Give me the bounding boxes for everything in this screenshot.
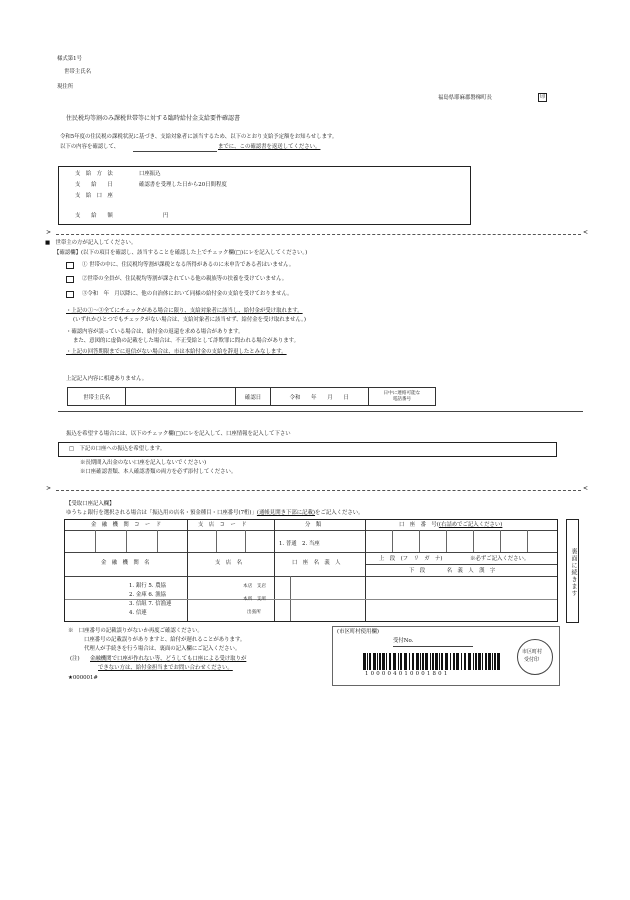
account-subheading: ゆうちょ銀行を選択される場合は「振込用の店名・預金種目・口座番号(7桁)」(通帳見開き下部に記載)をご記入ください。 xyxy=(66,510,364,516)
barcode-bar xyxy=(482,653,483,670)
intro-line-2a: 以下の内容を確認して、 xyxy=(60,144,120,150)
payment-info-box xyxy=(58,166,471,225)
householder-name-cell: 世帯主氏名 xyxy=(68,388,126,406)
section1-heading: ■ 世帯主の方が記入してください。 xyxy=(45,240,137,246)
householder-row xyxy=(67,387,436,406)
bank-kind-4: 4. 信連 xyxy=(129,610,147,616)
holder-header: 口 座 名 義 人 xyxy=(292,560,341,566)
phone-label: 日中に連絡可能な 電話番号 xyxy=(368,388,435,406)
confirm-item-2: ②世帯の全員が、住民税均等割が課されている他の親族等の扶養を受けていません。 xyxy=(82,276,288,282)
office-use-label: (市区町村使用欄) xyxy=(337,629,379,635)
cut-mark-right: < xyxy=(583,229,589,236)
barcode-bar xyxy=(456,653,459,670)
kanji-label: 下 段 名 義 人 漢 字 xyxy=(409,568,496,574)
barcode-bar xyxy=(416,653,419,670)
barcode-bar xyxy=(363,653,366,670)
address-label: 現住所 xyxy=(57,84,74,90)
serial-number: ★000001# xyxy=(68,675,98,681)
householder-name-input[interactable] xyxy=(126,388,236,406)
payment-amount-unit: 円 xyxy=(163,213,169,219)
payment-method-label: 支 給 方 法 xyxy=(75,171,113,177)
confirm-item-1: ① 世帯の中に、住民税均等割が課税となる所得があるのに未申告である者はいません。 xyxy=(82,262,295,268)
barcode-bar xyxy=(464,653,466,670)
householder-name-label: 世帯主氏名 xyxy=(64,69,91,75)
transfer-note-1: ※長期間入出金のない口座を記入しないでください) xyxy=(80,460,207,466)
account-heading: 【受取口座記入欄】 xyxy=(66,501,115,507)
account-type-header: 分 類 xyxy=(305,522,322,528)
bank-kind-1: 1. 銀行 5. 農協 xyxy=(129,583,166,589)
payment-date-value: 確認書を受理した日から20日間程度 xyxy=(139,182,227,188)
barcode-image xyxy=(363,653,503,670)
barcode-bar xyxy=(435,653,438,670)
barcode-bar xyxy=(404,653,407,670)
cut-line-2 xyxy=(56,490,581,491)
confirm-date-input[interactable]: 令和 年 月 日 xyxy=(270,388,368,406)
account-number-header: 口 座 番 号((右詰めでご記入ください) xyxy=(399,522,503,528)
barcode-bar xyxy=(412,653,414,670)
barcode-bar xyxy=(488,653,491,670)
footer-note-4c: できない方は、給付金担当までお問い合わせください。 xyxy=(98,665,233,671)
footer-note-4: 金融機関で口座が作れない等、どうしても口座による受け取りが xyxy=(90,656,247,662)
barcode-bar xyxy=(430,653,431,670)
barcode-bar xyxy=(478,653,481,670)
transfer-heading: 振込を希望する場合には、以下のチェック欄(□)にレを記入して、口座情報を記入して下さい xyxy=(66,431,291,437)
barcode-bar xyxy=(441,653,443,670)
confirm-item-3: ③令和 年 月以降に、他の自治体において同様の給付金の支給を受けておりません。 xyxy=(82,291,293,297)
barcode-bar xyxy=(473,653,474,670)
barcode-number: 100004010001801 xyxy=(365,671,450,677)
barcode-bar xyxy=(494,653,496,670)
note-3: ・上記の回答期限までに返信がない場合は、市は本給付金の支給を辞退したとみなします。 xyxy=(66,349,287,355)
checkbox-item-2[interactable] xyxy=(66,276,74,283)
barcode-bar xyxy=(439,653,440,670)
note-2b: また、意図的に虚偽の記載をした場合は、不正受給として詐欺罪に問われる場合があります。 xyxy=(73,338,299,344)
kana-label: 上 段 (フ リ ガ ナ) xyxy=(379,556,443,562)
branch-code-header: 支 店 コ ー ド xyxy=(198,522,247,528)
mayor-name: 福島県耶麻郡磐梯町長 xyxy=(438,95,492,101)
barcode-bar xyxy=(398,653,399,670)
barcode-bar xyxy=(393,653,396,670)
branch-kind-3: 出張所 xyxy=(247,610,261,615)
footer-note-4-marker: (注) xyxy=(70,656,80,662)
deadline-blank[interactable] xyxy=(133,151,217,152)
branch-name-header: 支 店 名 xyxy=(215,560,242,566)
account-type-options[interactable]: 1. 普通 2. 当座 xyxy=(279,541,320,547)
note-1: ・上記の①～③全てにチェックがある場合に限り、支給対象者に該当し、給付金が受け取れます。 xyxy=(66,308,303,314)
cut-mark-left: > xyxy=(46,229,52,236)
barcode-bar xyxy=(400,653,402,670)
confirm-date-label: 確認日 xyxy=(236,388,271,406)
form-number: 様式第1号 xyxy=(57,56,82,62)
barcode-bar xyxy=(422,653,424,670)
barcode-bar xyxy=(492,653,493,670)
barcode-bar xyxy=(461,653,462,670)
barcode-bar xyxy=(475,653,477,670)
barcode-bar xyxy=(386,653,387,670)
confirm-instructions: 【確認欄】(以下の項目を確認し、該当することを確認した上でチェック欄(□)にレを記入してください。) xyxy=(54,250,308,256)
reception-stamp: 市区町村 受付印 xyxy=(517,639,553,675)
checkbox-item-1[interactable] xyxy=(66,262,74,269)
barcode-bar xyxy=(373,653,376,670)
footer-note-2: 口座番号の記載誤りがありますと、給付が遅れることがあります。 xyxy=(84,637,246,643)
branch-kind-1: 本店 支店 xyxy=(243,584,266,589)
payment-account-label: 支 給 口 座 xyxy=(75,193,113,199)
section-divider xyxy=(58,411,583,412)
transfer-check-box[interactable] xyxy=(58,442,557,457)
barcode-bar xyxy=(445,653,448,670)
intro-line-1: 令和5年度の住民税の課税状況に基づき、支給対象者に該当するため、以下のとおり支給予定額をお知らせします。 xyxy=(60,134,338,140)
bank-code-header: 金 融 機 関 コ ー ド xyxy=(91,522,162,528)
document-title: 住民税均等割のみ課税世帯等に対する臨時給付金支給要件確認書 xyxy=(66,115,241,122)
account-table xyxy=(64,519,558,622)
footer-note-3: 代理人が手続きを行う場合は、裏面の記入欄にご記入ください。 xyxy=(84,646,241,652)
continue-side-label: 裏面に続きます xyxy=(570,548,577,597)
barcode-bar xyxy=(389,653,391,670)
barcode-bar xyxy=(420,653,421,670)
note-2: ・確認内容が誤っている場合は、給付金の返還を求める場合があります。 xyxy=(66,329,244,335)
payment-date-label: 支 給 日 xyxy=(75,182,113,188)
barcode-bar xyxy=(468,653,471,670)
barcode-bar xyxy=(453,653,455,670)
barcode-bar xyxy=(409,653,410,670)
barcode-bar xyxy=(382,653,385,670)
kana-note: ※必ずご記入ください。 xyxy=(470,556,530,562)
continue-side-box xyxy=(566,519,579,623)
branch-kind-2: 本所 支所 xyxy=(243,597,266,602)
transfer-note-2: ※口座確認書類、本人確認書類の両方を必ず添付してください。 xyxy=(80,469,237,475)
barcode-bar xyxy=(432,653,434,670)
barcode-bar xyxy=(450,653,451,670)
cut-mark-left-2: > xyxy=(46,485,52,492)
receipt-no-label: 受付No. xyxy=(393,638,414,644)
bank-name-header: 金 融 機 関 名 xyxy=(101,560,150,566)
barcode-bar xyxy=(377,653,378,670)
office-use-box xyxy=(332,626,560,686)
barcode-bar xyxy=(485,653,487,670)
footer-note-1: ※ 口座番号の記載誤りがないか再度ご確認ください。 xyxy=(68,628,203,634)
seal-mark: 印 xyxy=(540,94,546,100)
barcode-bar xyxy=(497,653,500,670)
cut-mark-right-2: < xyxy=(583,485,589,492)
bank-kind-3: 3. 信組 7. 信漁連 xyxy=(129,601,172,607)
payment-amount-label: 支 給 額 xyxy=(75,213,113,219)
barcode-bar xyxy=(369,653,371,670)
note-1b: (いずれかひとつでもチェックがない場合は、支給対象者に該当せず、給付金を受け取れません。) xyxy=(73,317,306,323)
barcode-bar xyxy=(379,653,381,670)
bank-kind-2: 2. 金庫 6. 漁協 xyxy=(129,592,166,598)
intro-line-2b: までに、この確認書を返送してください。 xyxy=(218,144,321,150)
agreement-statement: 上記記入内容に相違ありません。 xyxy=(66,376,148,382)
barcode-bar xyxy=(367,653,368,670)
cut-line xyxy=(56,234,581,235)
payment-method-value: 口座振込 xyxy=(139,171,161,177)
barcode-bar xyxy=(425,653,428,670)
transfer-check-label: □ 下記の口座への振込を希望します。 xyxy=(69,446,166,452)
checkbox-item-3[interactable] xyxy=(66,291,74,298)
